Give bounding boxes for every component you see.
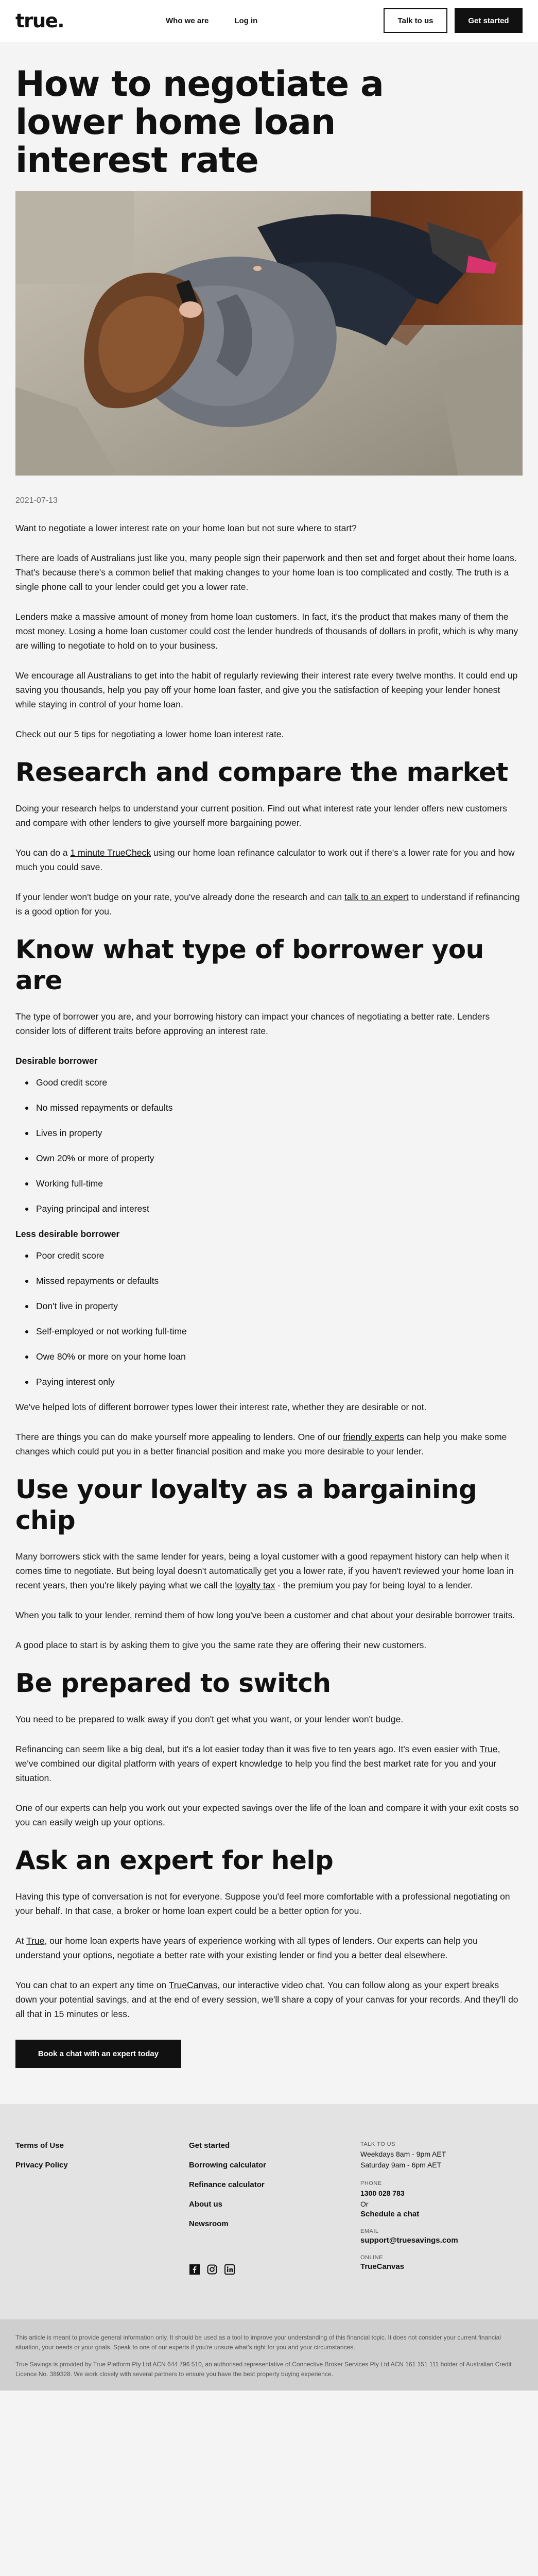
site-footer	[0, 2104, 538, 2319]
article	[0, 42, 538, 2104]
about-us-link[interactable]: About us	[189, 2200, 222, 2209]
social-links	[189, 2264, 235, 2275]
text-span: You can chat to an expert any time on	[15, 1980, 169, 1990]
talk-to-expert-link[interactable]: talk to an expert	[344, 892, 409, 902]
book-chat-button[interactable]: Book a chat with an expert today	[15, 2040, 181, 2068]
license-text: True Savings is provided by True Platform Pty Ltd ACN 644 796 510, an authorised representative of Connective Broker Services Pty Ltd ACN 161 151 111 holder of Australian Credit Licence No. 389328. We work closely with several partners to ensure you have the best property buying experience.	[15, 2361, 512, 2378]
contact-email	[360, 2228, 458, 2245]
publish-date: 2021-07-13	[15, 496, 58, 505]
desirable-borrower-list	[15, 1075, 523, 1216]
nav-log-in[interactable]: Log in	[234, 16, 258, 25]
section-heading-expert: Ask an expert for help	[15, 1845, 334, 1875]
section-heading-loyalty: Use your loyalty as a bargaining chip	[15, 1475, 477, 1535]
text-span: - the premium you pay for being loyal to a lender.	[275, 1580, 473, 1590]
list-item: Self-employed or not working full-time	[15, 1324, 523, 1338]
body-paragraph	[15, 1549, 523, 1592]
list-item: No missed repayments or defaults	[15, 1100, 523, 1115]
desirable-borrower-label: Desirable borrower	[15, 1056, 98, 1066]
online-label: ONLINE	[360, 2255, 383, 2261]
body-paragraph: You need to be prepared to walk away if you don't get what you want, or your lender won't budge.	[15, 1714, 404, 1724]
text-span: can help you make some changes which could put you in a better financial position and make you more desirable to your lender.	[15, 1432, 507, 1456]
body-paragraph	[15, 1978, 523, 2021]
refinance-calculator-link[interactable]: Refinance calculator	[189, 2180, 265, 2189]
footer-site-links	[189, 2141, 266, 2239]
intro-paragraph: Lenders make a massive amount of money from home loan customers. In fact, it's the product that makes many of them the most money. Losing a home loan customer could cost the lender hundreds of thousands of dollars in profit, which is why many are willing to negotiate to hold on to your business.	[15, 612, 518, 651]
list-item: Working full-time	[15, 1176, 523, 1191]
true-link[interactable]: True	[26, 1936, 45, 1946]
terms-of-use-link[interactable]: Terms of Use	[15, 2141, 64, 2150]
body-paragraph	[15, 890, 523, 919]
true-logo[interactable]: true.	[15, 10, 64, 32]
body-paragraph: When you talk to your lender, remind them of how long you've been a customer and chat about your desirable borrower traits.	[15, 1610, 515, 1620]
intro-paragraph: Want to negotiate a lower interest rate on your home loan but not sure where to start?	[15, 523, 357, 533]
nav-who-we-are[interactable]: Who we are	[166, 16, 209, 25]
body-paragraph: Having this type of conversation is not for everyone. Suppose you'd feel more comfortable with a professional negotiating on your behalf. In that case, a broker or home loan expert could be a better option for you.	[15, 1891, 510, 1916]
footer-contact	[360, 2141, 458, 2281]
less-desirable-borrower-label: Less desirable borrower	[15, 1229, 120, 1239]
schedule-chat-link[interactable]: Schedule a chat	[360, 2210, 420, 2218]
body-paragraph	[15, 1742, 523, 1785]
truecanvas-link[interactable]: TrueCanvas	[168, 1980, 218, 1990]
section-heading-research: Research and compare the market	[15, 757, 508, 787]
talk-label: TALK TO US	[360, 2141, 395, 2147]
contact-online	[360, 2255, 458, 2271]
section-heading-switch: Be prepared to switch	[15, 1668, 331, 1698]
list-item: Good credit score	[15, 1075, 523, 1090]
less-desirable-borrower-list	[15, 1248, 523, 1389]
intro-paragraph: We encourage all Australians to get into the habit of regularly reviewing their interest rate every twelve months. It could end up saving you thousands, help you pay off your home loan faster, and give you the satisfaction of keeping your lender honest while staying in control of your home loan.	[15, 670, 518, 709]
hours-weekdays: Weekdays 8am - 9pm AET	[360, 2150, 446, 2158]
body-paragraph	[15, 845, 523, 874]
contact-phone	[360, 2180, 458, 2218]
contact-hours	[360, 2141, 458, 2171]
instagram-icon[interactable]	[206, 2264, 218, 2275]
header-actions	[384, 8, 523, 33]
list-item: Missed repayments or defaults	[15, 1274, 523, 1288]
footer-get-started-link[interactable]: Get started	[189, 2141, 230, 2150]
linkedin-icon[interactable]	[224, 2264, 235, 2275]
woman-on-phone-image	[15, 191, 523, 476]
get-started-button[interactable]: Get started	[455, 8, 523, 33]
talk-to-us-button[interactable]: Talk to us	[384, 8, 447, 33]
body-paragraph	[15, 1430, 523, 1459]
loyalty-tax-link[interactable]: loyalty tax	[235, 1580, 275, 1590]
text-span: , our interactive video chat. You can follow along as your expert breaks down your potential savings, and at the end of every session, we'll share a copy of your canvas for your records. And they'll do all that in 15 minutes or less.	[15, 1980, 518, 2019]
section-heading-borrower-type: Know what type of borrower you are	[15, 935, 484, 995]
text-span: , our home loan experts have years of experience working with all types of lenders. Our experts can help you understand your options, negotiate a better rate with your existing lender or find you a better deal elsewhere.	[15, 1936, 478, 1960]
body-paragraph: The type of borrower you are, and your borrowing history can impact your chances of negotiating a better rate. Lenders consider lots of different traits before approving an interest rate.	[15, 1011, 490, 1036]
text-span: Many borrowers stick with the same lender for years, being a loyal customer with a good repayment history can help when it comes time to negotiate. But being loyal doesn't automatically get you a lower rate, if you haven't reviewed your home loan in recent years, then you're likely paying what we call the	[15, 1551, 514, 1590]
main-nav	[166, 0, 257, 42]
text-span: You can do a	[15, 848, 71, 858]
intro-paragraph: Check out our 5 tips for negotiating a lower home loan interest rate.	[15, 729, 284, 739]
email-link[interactable]: support@truesavings.com	[360, 2236, 458, 2245]
body-paragraph: A good place to start is by asking them to give you the same rate they are offering their new customers.	[15, 1640, 427, 1650]
page-title: How to negotiate a lower home loan interest rate	[15, 64, 384, 181]
email-label: EMAIL	[360, 2228, 379, 2234]
list-item: Owe 80% or more on your home loan	[15, 1349, 523, 1364]
truecanvas-footer-link[interactable]: TrueCanvas	[360, 2262, 405, 2271]
text-span: Refinancing can seem like a big deal, but it's a lot easier today than it was five to ten years ago. It's even easier with	[15, 1744, 480, 1754]
list-item: Don't live in property	[15, 1299, 523, 1313]
borrowing-calculator-link[interactable]: Borrowing calculator	[189, 2161, 267, 2170]
phone-label: PHONE	[360, 2180, 382, 2187]
true-link[interactable]: True	[479, 1744, 498, 1754]
privacy-policy-link[interactable]: Privacy Policy	[15, 2161, 68, 2170]
footer-legal-links	[15, 2141, 68, 2180]
list-item: Lives in property	[15, 1126, 523, 1140]
facebook-icon[interactable]	[189, 2264, 200, 2275]
text-span: to understand if refinancing is a good option for you.	[15, 892, 520, 917]
hero-image	[15, 191, 523, 476]
text-span: using our home loan refinance calculator to work out if there's a lower rate for you and how much you could save.	[15, 848, 515, 872]
body-paragraph: Doing your research helps to understand your current position. Find out what interest rate your lender offers new customers and compare with other lenders to give yourself more bargaining power.	[15, 803, 507, 828]
text-span: If your lender won't budge on your rate, you've already done the research and can	[15, 892, 345, 902]
newsroom-link[interactable]: Newsroom	[189, 2219, 229, 2228]
legal-disclaimer	[0, 2319, 538, 2391]
disclaimer-text: This article is meant to provide general information only. It should be used as a tool to improve your understanding of this financial topic. It does not consider your current financial situation, your needs or your goals. Speak to one of our experts if you're unsure what's right for you and your circumstances.	[15, 2334, 501, 2351]
list-item: Own 20% or more of property	[15, 1151, 523, 1165]
list-item: Paying principal and interest	[15, 1201, 523, 1216]
text-span: At	[15, 1936, 27, 1946]
list-item: Paying interest only	[15, 1375, 523, 1389]
intro-paragraph: There are loads of Australians just like you, many people sign their paperwork and then set and forget about their home loans. That's because there's a common belief that making changes to your home loan is too complicated and costly. The truth is a single phone call to your lender could get you a lower rate.	[15, 553, 517, 592]
body-paragraph: We've helped lots of different borrower types lower their interest rate, whether they are desirable or not.	[15, 1402, 427, 1412]
hours-saturday: Saturday 9am - 6pm AET	[360, 2161, 442, 2169]
text-span: There are things you can do make yourself more appealing to lenders. One of our	[15, 1432, 343, 1442]
body-paragraph: One of our experts can help you work out your expected savings over the life of the loan and compare it with your exit costs so you can easily weigh up your options.	[15, 1803, 519, 1827]
site-header	[0, 0, 538, 42]
text-span: , we've combined our digital platform with years of expert knowledge to help you find the best market rate for you and your situation.	[15, 1744, 500, 1783]
body-paragraph	[15, 1934, 523, 1962]
truecheck-link[interactable]: 1 minute TrueCheck	[70, 848, 151, 858]
phone-number[interactable]: 1300 028 783	[360, 2189, 405, 2197]
list-item: Poor credit score	[15, 1248, 523, 1263]
or-text: Or	[360, 2200, 369, 2208]
friendly-experts-link[interactable]: friendly experts	[343, 1432, 404, 1442]
